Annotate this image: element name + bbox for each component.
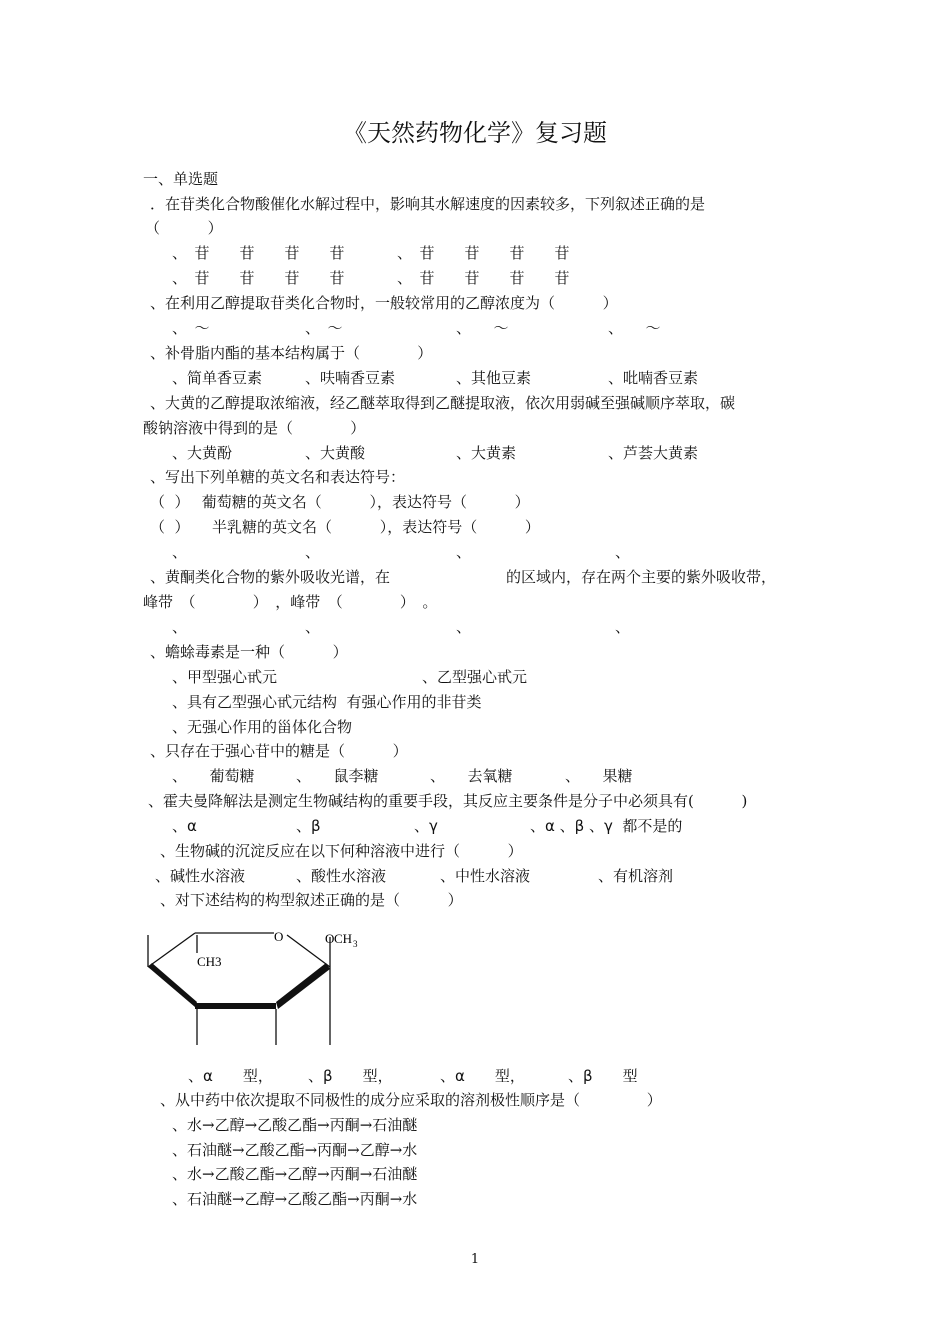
- q4-stem-cont: 酸钠溶液中得到的是（ ）: [143, 419, 366, 437]
- q5-line-1: （ ） 葡萄糖的英文名（ ），表达符号（ ）: [150, 493, 530, 511]
- q11-option-d: 、β 型: [568, 1067, 638, 1085]
- q11-stem: 、对下述结构的构型叙述正确的是（ ）: [160, 891, 463, 909]
- q6-stem-cont: 峰带 （ ） ，峰带 （ ） 。: [143, 593, 438, 611]
- q5-line-2: （ ） 半乳糖的英文名（ ），表达符号（ ）: [150, 518, 540, 536]
- q8-option-a: 、 葡萄糖: [172, 767, 255, 785]
- q1-stem: ．在苷类化合物酸催化水解过程中，影响其水解速度的因素较多，下列叙述正确的是: [150, 195, 706, 213]
- q9-option-a: 、α: [172, 817, 197, 835]
- q2-option-c: 、 ～: [456, 319, 509, 337]
- q2-option-a: 、 ～: [172, 319, 210, 337]
- q12-option-b: 、石油醚→乙酸乙酯→丙酮→乙醇→水: [172, 1141, 418, 1159]
- q3-option-b: 、呋喃香豆素: [305, 369, 396, 387]
- methyl-ch3-label: CH3: [197, 954, 222, 969]
- q3-option-c: 、其他豆素: [456, 369, 532, 387]
- document-title: 《天然药物化学》复习题: [343, 119, 607, 147]
- q7-option-d: 、无强心作用的甾体化合物: [172, 718, 353, 736]
- q4-option-a: 、大黄酚: [172, 444, 233, 462]
- methoxy-oxygen-label: O: [325, 931, 335, 946]
- section-heading: 一、单选题: [143, 170, 219, 188]
- q5-stem: 、写出下列单糖的英文名和表达符号：: [150, 468, 406, 486]
- q2-option-d: 、 ～: [608, 319, 661, 337]
- q7-option-c: 、具有乙型强心甙元结构 有强心作用的非苷类: [172, 693, 482, 711]
- q6-option-b: 、: [305, 618, 321, 636]
- q4-option-c: 、大黄素: [456, 444, 517, 462]
- q2-stem: 、在利用乙醇提取苷类化合物时，一般较常用的乙醇浓度为（ ）: [150, 294, 618, 312]
- q8-stem: 、只存在于强心苷中的糖是（ ）: [150, 742, 408, 760]
- q4-option-d: 、芦荟大黄素: [608, 444, 699, 462]
- q3-option-d: 、吡喃香豆素: [608, 369, 699, 387]
- q3-option-a: 、简单香豆素: [172, 369, 263, 387]
- q12-option-d: 、石油醚→乙醇→乙酸乙酯→丙酮→水: [172, 1190, 418, 1208]
- q12-option-a: 、水→乙醇→乙酸乙酯→丙酮→石油醚: [172, 1116, 418, 1134]
- q7-option-a: 、甲型强心甙元: [172, 668, 278, 686]
- q4-option-b: 、大黄酸: [305, 444, 366, 462]
- q7-option-b: 、乙型强心甙元: [422, 668, 528, 686]
- q5-option-d: 、: [615, 543, 631, 561]
- q9-option-c: 、γ: [414, 817, 438, 835]
- q1-option: 、 苷 苷 苷 苷: [397, 269, 570, 287]
- q5-option-b: 、: [305, 543, 321, 561]
- q10-option-a: 、碱性水溶液: [155, 867, 246, 885]
- q3-stem: 、补骨脂内酯的基本结构属于（ ）: [150, 344, 433, 362]
- q11-option-c: 、α 型，: [440, 1067, 525, 1085]
- page-number: 1: [470, 1252, 480, 1267]
- q9-option-d: 、α 、β 、γ 都不是的: [530, 817, 683, 835]
- q8-option-b: 、 鼠李糖: [296, 767, 379, 785]
- q8-option-d: 、 果糖: [565, 767, 633, 785]
- q11-option-a: 、α 型，: [188, 1067, 273, 1085]
- q10-option-d: 、有机溶剂: [598, 867, 674, 885]
- q6-option-c: 、: [456, 618, 472, 636]
- q6-option-a: 、: [172, 618, 188, 636]
- q1-option: 、 苷 苷 苷 苷: [172, 269, 345, 287]
- q8-option-c: 、 去氧糖: [430, 767, 513, 785]
- q10-stem: 、生物碱的沉淀反应在以下何种溶液中进行（ ）: [160, 842, 523, 860]
- q4-stem: 、大黄的乙醇提取浓缩液，经乙醚萃取得到乙醚提取液，依次用弱碱至强碱顺序萃取，碳: [150, 394, 736, 412]
- methoxy-ch3-label: CH: [334, 931, 353, 946]
- q6-option-d: 、: [615, 618, 631, 636]
- q12-stem: 、从中药中依次提取不同极性的成分应采取的溶剂极性顺序是（ ）: [160, 1091, 662, 1109]
- q10-option-c: 、中性水溶液: [440, 867, 531, 885]
- q6-stem-b: 的区域内，存在两个主要的紫外吸收带，: [506, 568, 777, 586]
- q1-option: 、 苷 苷 苷 苷: [397, 244, 570, 262]
- q5-option-a: 、: [172, 543, 188, 561]
- q2-option-b: 、 ～: [305, 319, 343, 337]
- q5-option-c: 、: [456, 543, 472, 561]
- methoxy-ch3-subscript: 3: [353, 939, 358, 949]
- q1-paren: （ ）: [145, 219, 223, 237]
- ring-oxygen-label: O: [274, 929, 284, 944]
- q11-option-b: 、β 型，: [308, 1067, 393, 1085]
- q6-stem: 、黄酮类化合物的紫外吸收光谱，在: [150, 568, 391, 586]
- q10-option-b: 、酸性水溶液: [296, 867, 387, 885]
- q9-option-b: 、β: [296, 817, 321, 835]
- sugar-ring-structure: [140, 925, 370, 1050]
- q9-stem: 、霍夫曼降解法是测定生物碱结构的重要手段，其反应主要条件是分子中必须具有( ): [148, 792, 748, 810]
- q1-option: 、 苷 苷 苷 苷: [172, 244, 345, 262]
- q12-option-c: 、水→乙酸乙酯→乙醇→丙酮→石油醚: [172, 1165, 418, 1183]
- q7-stem: 、蟾蜍毒素是一种（ ）: [150, 643, 348, 661]
